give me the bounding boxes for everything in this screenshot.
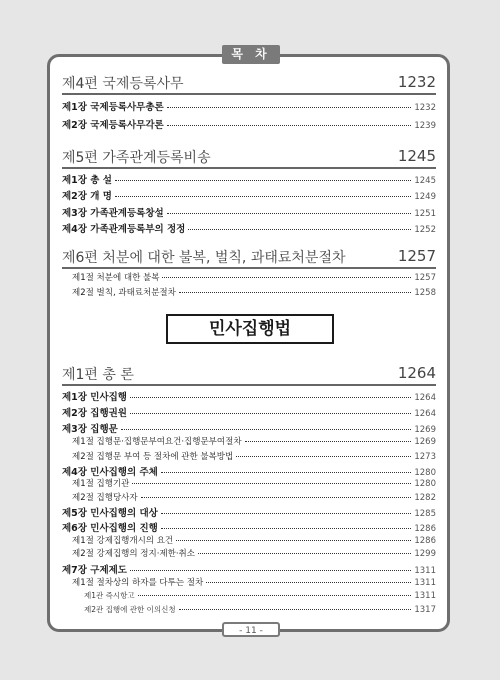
part-page: 1264 bbox=[397, 364, 436, 382]
dot-leader bbox=[115, 180, 411, 181]
entry-page: 1311 bbox=[414, 566, 436, 576]
entry-page: 1232 bbox=[414, 103, 436, 113]
entry-title: 제1절 절차상의 하자를 다투는 절차 bbox=[72, 578, 204, 588]
entry-page: 1269 bbox=[414, 425, 436, 435]
entry-title: 제2절 강제집행의 정지·제한·취소 bbox=[72, 549, 195, 559]
entry-page: 1257 bbox=[414, 273, 436, 283]
entry-title: 제7장 구제제도 bbox=[62, 565, 127, 576]
entry-title: 제2장 국제등록사무각론 bbox=[62, 120, 164, 131]
part-title: 제1편 총 론 bbox=[62, 367, 134, 383]
toc-entry-section[interactable] bbox=[72, 435, 436, 449]
entry-page: 1258 bbox=[414, 288, 436, 298]
part-page: 1245 bbox=[397, 147, 436, 165]
dot-leader bbox=[236, 456, 411, 457]
entry-page: 1264 bbox=[414, 393, 436, 403]
dot-leader bbox=[162, 277, 411, 278]
entry-page: 1299 bbox=[414, 549, 436, 559]
part-title: 제5편 가족관계등록비송 bbox=[62, 150, 211, 166]
entry-page: 1245 bbox=[414, 176, 436, 186]
toc-entry-subsection[interactable] bbox=[84, 590, 436, 604]
part-title: 제4편 국제등록사무 bbox=[62, 76, 184, 92]
entry-title: 제1절 집행문·집행문부여요건·집행문부여절차 bbox=[72, 437, 242, 447]
entry-title: 제1절 강제집행개시의 요건 bbox=[72, 536, 174, 546]
dot-leader bbox=[132, 483, 411, 484]
entry-title: 제3장 가족관계등록창설 bbox=[62, 208, 164, 219]
entry-page: 1286 bbox=[414, 536, 436, 546]
toc-entry-section[interactable] bbox=[72, 286, 436, 300]
entry-title: 제2관 집행에 관한 이의신청 bbox=[84, 605, 176, 614]
entry-title: 제2장 집행권원 bbox=[62, 408, 127, 419]
toc-entry-chapter[interactable] bbox=[62, 117, 436, 131]
entry-page: 1311 bbox=[414, 591, 436, 601]
entry-title: 제1장 민사집행 bbox=[62, 392, 127, 403]
toc-entry-section[interactable] bbox=[72, 477, 436, 491]
dot-leader bbox=[206, 582, 411, 583]
part-title: 제6편 처분에 대한 불복, 벌칙, 과태료처분절차 bbox=[62, 250, 346, 266]
dot-leader bbox=[188, 229, 411, 230]
toc-entry-chapter[interactable] bbox=[62, 405, 436, 419]
entry-page: 1264 bbox=[414, 409, 436, 419]
toc-entry-section[interactable] bbox=[72, 450, 436, 464]
page-number: - 11 - bbox=[222, 622, 280, 637]
entry-title: 제1장 국제등록사무총론 bbox=[62, 102, 164, 113]
dot-leader bbox=[130, 570, 411, 571]
entry-title: 제4장 가족관계등록부의 정정 bbox=[62, 224, 186, 235]
toc-entry-section[interactable] bbox=[72, 271, 436, 285]
entry-page: 1239 bbox=[414, 121, 436, 131]
dot-leader bbox=[245, 441, 412, 442]
entry-title: 제3장 집행문 bbox=[62, 424, 118, 435]
toc-title: 목 차 bbox=[222, 45, 280, 64]
entry-page: 1280 bbox=[414, 479, 436, 489]
part-rule bbox=[62, 384, 436, 386]
toc-entry-chapter[interactable] bbox=[62, 221, 436, 235]
part-rule bbox=[62, 93, 436, 95]
entry-title: 제6장 민사집행의 진행 bbox=[62, 523, 158, 534]
dot-leader bbox=[179, 609, 412, 610]
toc-entry-subsection[interactable] bbox=[84, 604, 436, 618]
toc-entry-section[interactable] bbox=[72, 534, 436, 548]
part-page: 1232 bbox=[397, 73, 436, 91]
entry-title: 제1장 총 설 bbox=[62, 175, 112, 186]
dot-leader bbox=[161, 472, 412, 473]
part-rule bbox=[62, 167, 436, 169]
entry-page: 1280 bbox=[414, 468, 436, 478]
dot-leader bbox=[167, 213, 412, 214]
toc-entry-chapter[interactable] bbox=[62, 205, 436, 219]
dot-leader bbox=[161, 513, 412, 514]
dot-leader bbox=[138, 595, 412, 596]
toc-entry-chapter[interactable] bbox=[62, 421, 436, 435]
toc-entry-section[interactable] bbox=[72, 547, 436, 561]
toc-entry-chapter[interactable] bbox=[62, 188, 436, 202]
toc-entry-chapter[interactable] bbox=[62, 389, 436, 403]
dot-leader bbox=[198, 553, 411, 554]
toc-entry-section[interactable] bbox=[72, 576, 436, 590]
toc-entry-chapter[interactable] bbox=[62, 505, 436, 519]
entry-page: 1285 bbox=[414, 509, 436, 519]
dot-leader bbox=[179, 292, 412, 293]
toc-entry-chapter[interactable] bbox=[62, 99, 436, 113]
entry-page: 1273 bbox=[414, 452, 436, 462]
dot-leader bbox=[167, 125, 412, 126]
entry-page: 1249 bbox=[414, 192, 436, 202]
entry-page: 1282 bbox=[414, 493, 436, 503]
dot-leader bbox=[141, 497, 412, 498]
dot-leader bbox=[121, 429, 412, 430]
entry-title: 제2절 집행문 부여 등 절차에 관한 불복방법 bbox=[72, 452, 234, 462]
dot-leader bbox=[161, 528, 412, 529]
entry-page: 1317 bbox=[414, 605, 436, 615]
entry-title: 제1관 즉시항고 bbox=[84, 591, 135, 600]
entry-title: 제2장 개 명 bbox=[62, 191, 112, 202]
dot-leader bbox=[176, 540, 411, 541]
toc-entry-chapter[interactable] bbox=[62, 520, 436, 534]
entry-page: 1269 bbox=[414, 437, 436, 447]
entry-page: 1251 bbox=[414, 209, 436, 219]
dot-leader bbox=[130, 397, 411, 398]
toc-entry-chapter[interactable] bbox=[62, 562, 436, 576]
entry-page: 1286 bbox=[414, 524, 436, 534]
toc-entry-chapter[interactable] bbox=[62, 464, 436, 478]
toc-entry-section[interactable] bbox=[72, 491, 436, 505]
section-banner: 민사집행법 bbox=[166, 314, 334, 344]
part-page: 1257 bbox=[397, 247, 436, 265]
entry-title: 제2절 벌칙, 과태료처분절차 bbox=[72, 288, 176, 298]
entry-title: 제1절 처분에 대한 불복 bbox=[72, 273, 160, 283]
part-rule bbox=[62, 267, 436, 269]
toc-entry-chapter[interactable] bbox=[62, 172, 436, 186]
entry-page: 1311 bbox=[414, 578, 436, 588]
entry-title: 제5장 민사집행의 대상 bbox=[62, 508, 158, 519]
dot-leader bbox=[130, 413, 411, 414]
entry-title: 제1절 집행기관 bbox=[72, 479, 130, 489]
dot-leader bbox=[115, 196, 411, 197]
entry-page: 1252 bbox=[414, 225, 436, 235]
entry-title: 제4장 민사집행의 주체 bbox=[62, 467, 158, 478]
entry-title: 제2절 집행당사자 bbox=[72, 493, 138, 503]
dot-leader bbox=[167, 107, 412, 108]
